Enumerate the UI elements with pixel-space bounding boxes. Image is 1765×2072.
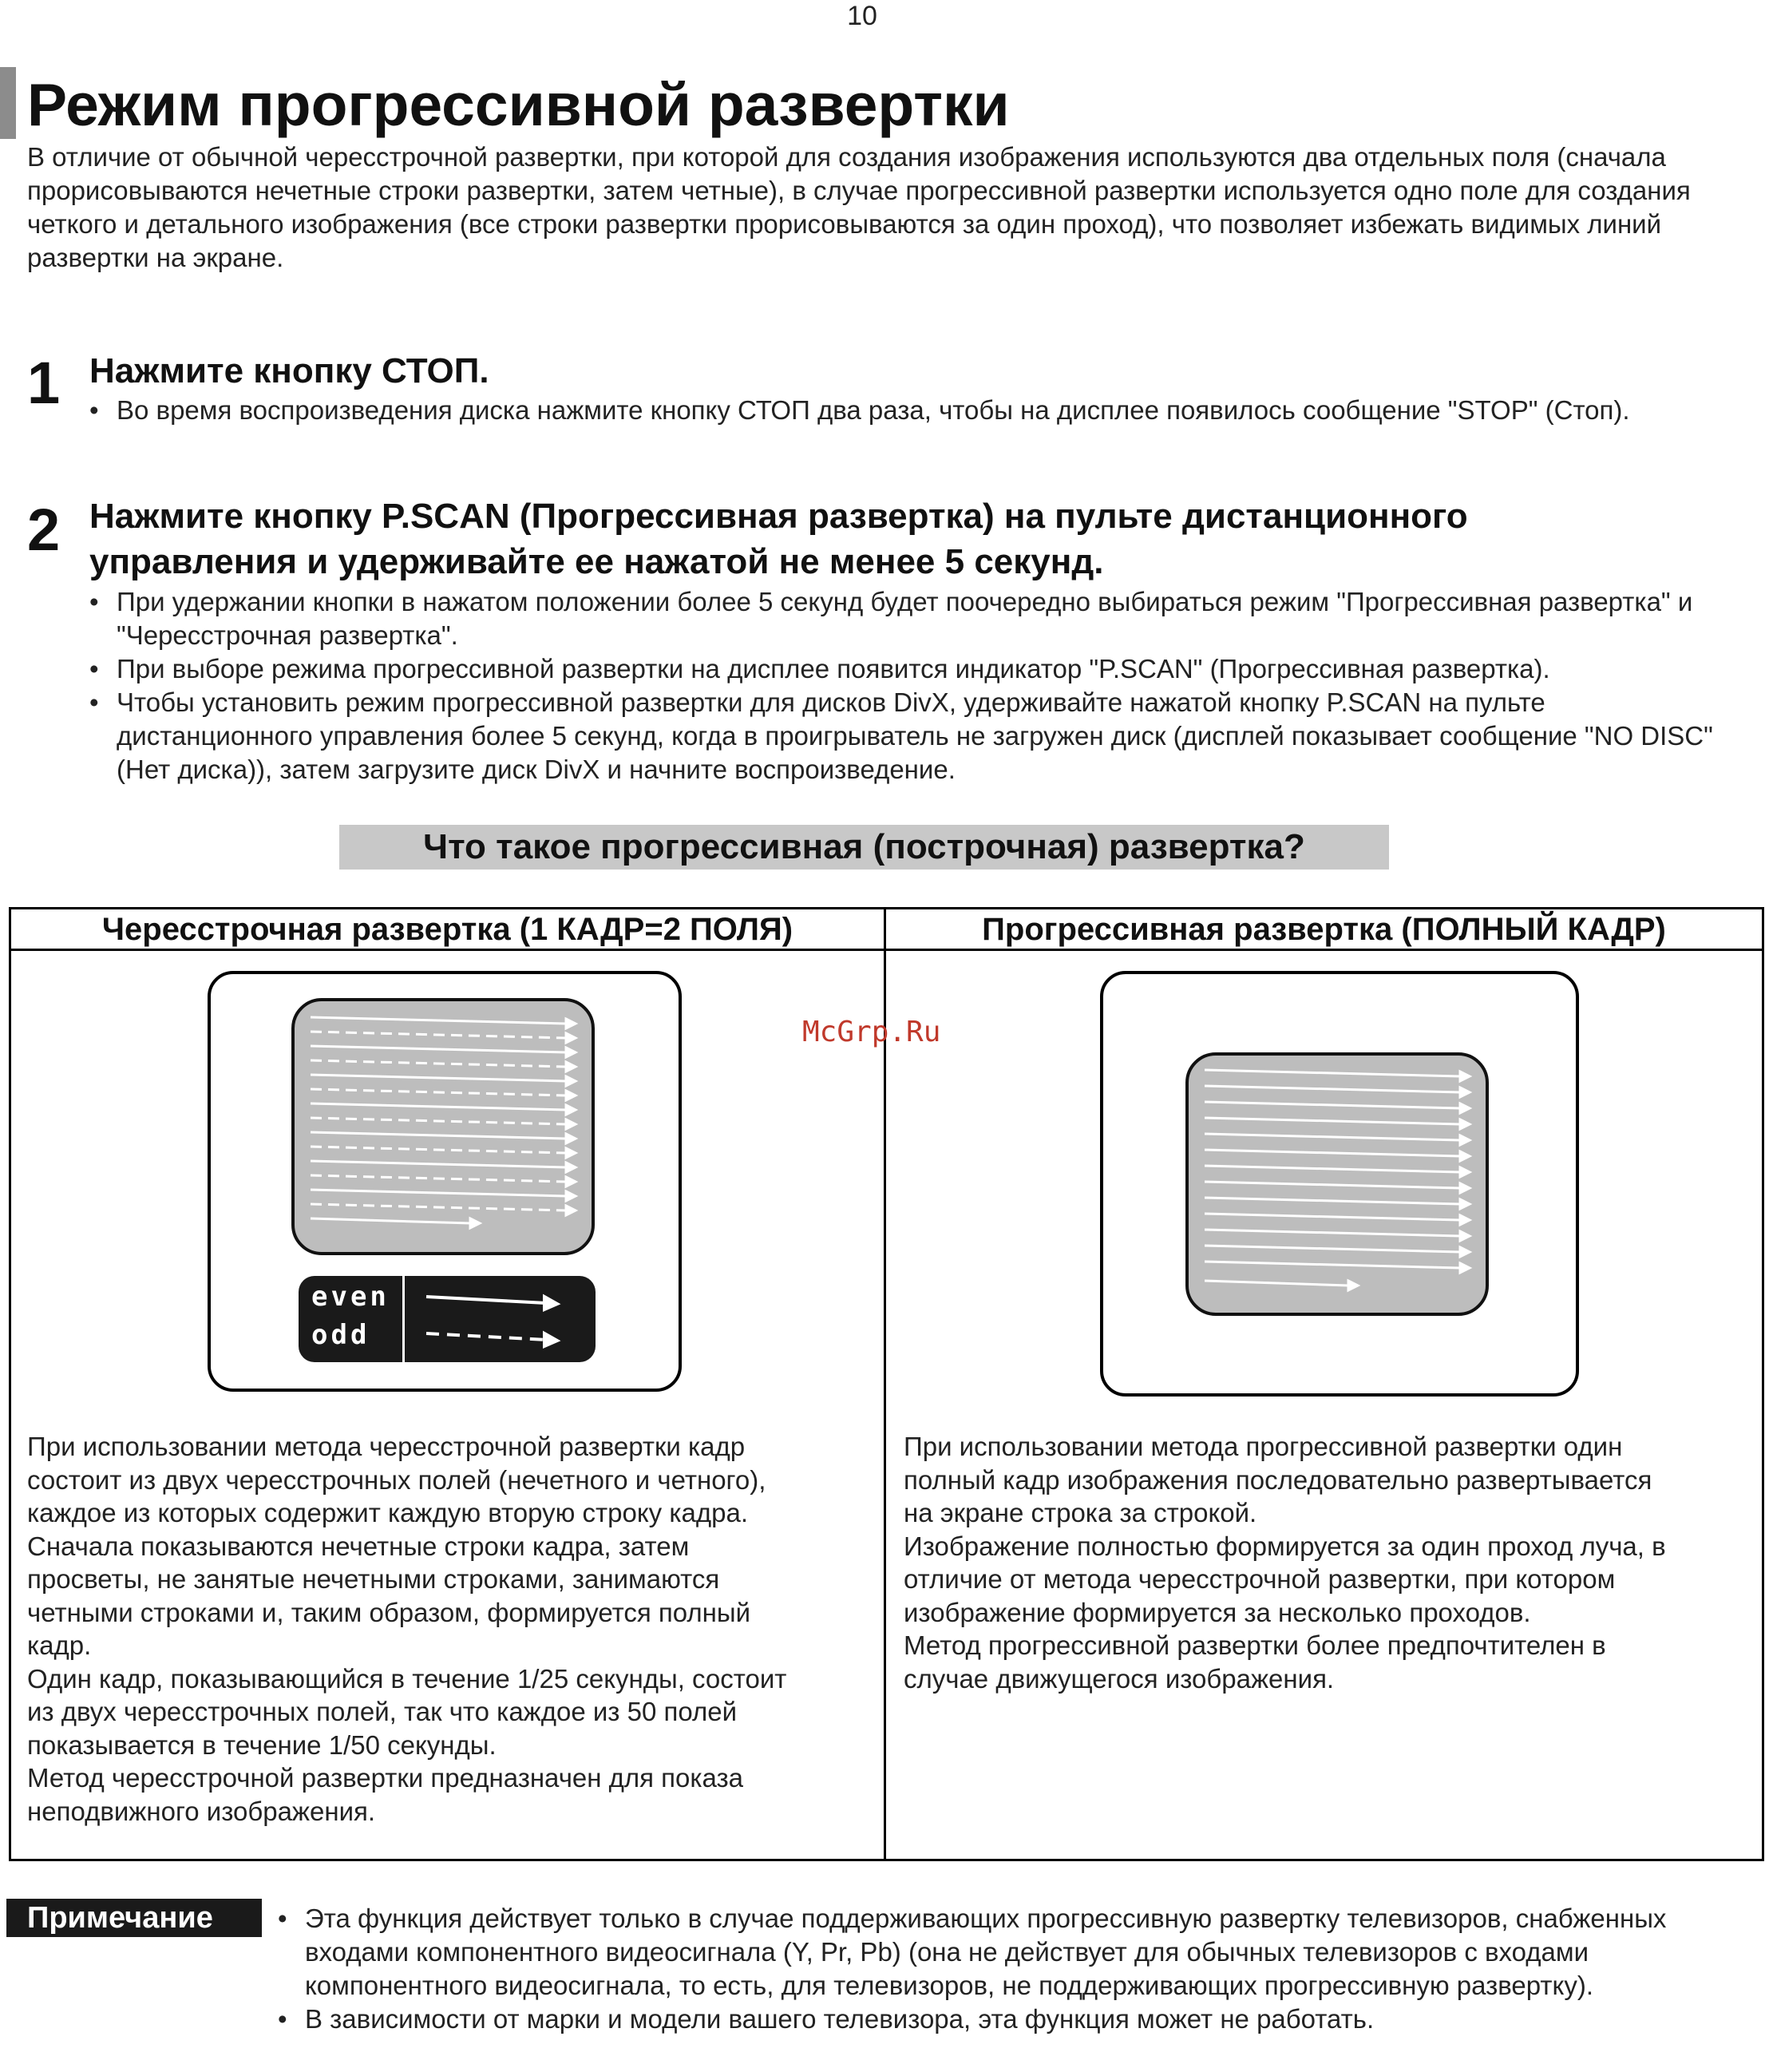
text-line: на экране строка за строкой. — [904, 1498, 1257, 1527]
step-2-bullets — [89, 585, 1746, 786]
interlaced-screen — [291, 998, 595, 1255]
scan-legend — [299, 1276, 596, 1362]
text-line: случае движущегося изображения. — [904, 1663, 1335, 1694]
progressive-scan-lines — [1189, 1056, 1486, 1313]
step-2-number: 2 — [27, 497, 61, 563]
text-line: из двух чересстрочных полей, так что каждое из 50 полей — [27, 1697, 738, 1726]
note-label: Примечание — [6, 1899, 262, 1937]
text-line: При использовании метода чересстрочной развертки кадр — [27, 1432, 746, 1461]
list-item: • Во время воспроизведения диска нажмите кнопку СТОП два раза, чтобы на дисплее появилось сообщение "STOP" (Стоп). — [89, 394, 1686, 427]
text-line: просветы, не занятые нечетными строками, занимаются — [27, 1564, 720, 1594]
text-line: Метод чересстрочной развертки предназначен для показа — [27, 1763, 744, 1793]
text-line: показывается в течение 1/50 секунды. — [27, 1729, 497, 1760]
title-accent-bar — [0, 67, 16, 139]
page-title: Режим прогрессивной развертки — [27, 71, 1010, 138]
page-number: 10 — [847, 1, 877, 31]
text-line: полный кадр изображения последовательно развертывается — [904, 1464, 1652, 1495]
progressive-heading: Прогрессивная развертка (ПОЛНЫЙ КАДР) — [982, 912, 1666, 947]
text-line: изображение формируется за несколько проходов. — [904, 1597, 1531, 1627]
interlaced-heading: Чересстрочная развертка (1 КАДР=2 ПОЛЯ) — [101, 912, 793, 947]
step-1-bullets — [89, 394, 1686, 427]
list-item: • При удержании кнопки в нажатом положении более 5 секунд будет поочередно выбираться режим "Прогрессивная развертка" и "Чересстрочная развертка". — [89, 585, 1746, 652]
step-1-title: Нажмите кнопку СТОП. — [89, 351, 489, 390]
note-list — [278, 1902, 1747, 2036]
legend-arrows — [410, 1276, 594, 1362]
legend-odd-label: odd — [311, 1319, 370, 1351]
step-2-title: Нажмите кнопку P.SCAN (Прогрессивная развертка) на пульте дистанционного управления и удерживайте ее нажатой не менее 5 секунд. — [89, 497, 1468, 581]
interlaced-scan-lines — [295, 1001, 592, 1252]
text-line: четными строками и, таким образом, формируется полный — [27, 1597, 751, 1627]
text-line: каждое из которых содержит каждую вторую строку кадра. — [27, 1498, 748, 1527]
progressive-screen — [1185, 1052, 1489, 1316]
text-line: Один кадр, показывающийся в течение 1/25 секунды, состоит — [27, 1663, 787, 1694]
step-1-number: 1 — [27, 350, 61, 416]
list-item: • При выборе режима прогрессивной развертки на дисплее появится индикатор "P.SCAN" (Прогрессивная развертка). — [89, 652, 1746, 686]
text-line: кадр. — [27, 1630, 92, 1660]
text-line: отличие от метода чересстрочной развертки, при котором — [904, 1564, 1616, 1594]
progressive-description — [904, 1430, 1758, 1695]
legend-divider — [402, 1276, 405, 1362]
interlaced-description — [27, 1430, 873, 1828]
text-line: Метод прогрессивной развертки более предпочтителен в — [904, 1630, 1606, 1660]
column-divider — [884, 907, 886, 1861]
legend-even-label: even — [311, 1281, 390, 1313]
list-item: • Эта функция действует только в случае поддерживающих прогрессивную развертку телевизоров, снабженных входами компонентного видеосигнала (Y, Pr, Pb) (она не действует для обычных телевизоров с входами компонентного видеосигнала, то есть, для телевизоров, не поддерживающих прогрессивную развертку). — [278, 1902, 1747, 2003]
text-line: Сначала показываются нечетные строки кадра, затем — [27, 1531, 690, 1561]
text-line: Изображение полностью формируется за один проход луча, в — [904, 1531, 1666, 1561]
text-line: состоит из двух чересстрочных полей (нечетного и четного), — [27, 1464, 766, 1495]
list-item: • Чтобы установить режим прогрессивной развертки для дисков DivX, удерживайте нажатой кнопку P.SCAN на пульте дистанционного управления более 5 секунд, когда в проигрыватель не загружен диск (дисплей показывает сообщение "NO DISC" (Нет диска)), затем загрузите диск DivX и начните воспроизведение. — [89, 686, 1746, 786]
intro-paragraph: В отличие от обычной чересстрочной развертки, при которой для создания изображения используются два отдельных поля (сначала прорисовываются нечетные строки развертки, затем четные), в случае прогрессивной развертки используется одно поле для создания четкого и детального изображения (все строки развертки прорисовываются за один проход), что позволяет избежать видимых линий развертки на экране. — [27, 142, 1691, 272]
section-heading: Что такое прогрессивная (построчная) развертка? — [339, 825, 1389, 870]
list-item: • В зависимости от марки и модели вашего телевизора, эта функция может не работать. — [278, 2003, 1747, 2036]
text-line: неподвижного изображения. — [27, 1796, 376, 1826]
text-line: При использовании метода прогрессивной развертки один — [904, 1432, 1623, 1461]
watermark: McGrp.Ru — [802, 1016, 941, 1048]
